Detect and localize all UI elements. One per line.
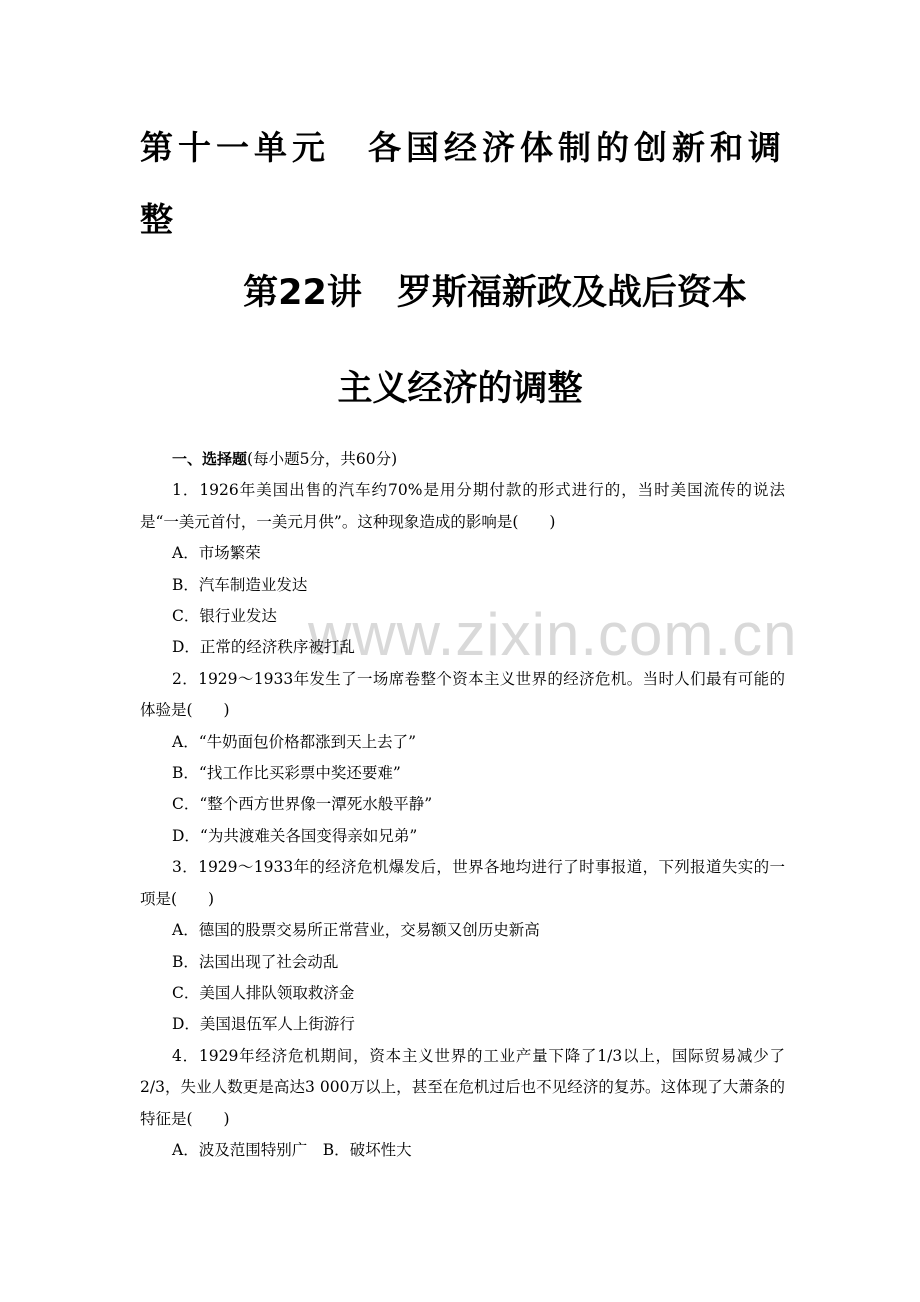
section-note: (每小题5分，共60分) xyxy=(247,450,398,468)
option: C．银行业发达 xyxy=(172,607,277,626)
lesson-title-line1: 第22讲 罗斯福新政及战后资本 xyxy=(243,273,747,313)
option: A．德国的股票交易所正常营业，交易额又创历史新高 xyxy=(172,921,540,940)
option: B．“找工作比买彩票中奖还要难” xyxy=(172,764,401,783)
question-stem: 4．1929年经济危机期间，资本主义世界的工业产量下降了1/3以上，国际贸易减少了2/3，失业人数更是高达3 000万以上，甚至在危机过后也不见经济的复苏。这体现了大萧条的特征是( ) xyxy=(140,1046,785,1128)
option: A．市场繁荣 xyxy=(172,544,261,563)
option: B．汽车制造业发达 xyxy=(172,575,308,594)
option: D．美国退伍军人上街游行 xyxy=(172,1015,355,1034)
lesson-title xyxy=(100,245,820,437)
question-stem: 2．1929～1933年发生了一场席卷整个资本主义世界的经济危机。当时人们最有可能的体验是( ) xyxy=(140,669,785,720)
lesson-title-line2: 主义经济的调整 xyxy=(337,369,583,409)
section-heading xyxy=(140,444,785,475)
question-stem: 3．1929～1933年的经济危机爆发后，世界各地均进行了时事报道，下列报道失实的一项是( ) xyxy=(140,858,785,908)
option: D．正常的经济秩序被打乱 xyxy=(172,638,355,657)
unit-title: 第十一单元 各国经济体制的创新和调整 xyxy=(140,128,786,239)
section-head: 一、选择题 xyxy=(172,450,248,468)
option: B．法国出现了社会动乱 xyxy=(172,952,339,971)
option: C．“整个西方世界像一潭死水般平静” xyxy=(172,795,433,814)
question-stem: 1．1926年美国出售的汽车约70%是用分期付款的形式进行的，当时美国流传的说法是“一美元首付，一美元月供”。这种现象造成的影响是( ) xyxy=(140,481,785,531)
option: A．波及范围特别广 B．破坏性大 xyxy=(172,1140,412,1159)
watermark-text: www.zixin.com.cn xyxy=(308,601,798,668)
option: D．“为共渡难关各国变得亲如兄弟” xyxy=(172,826,418,845)
option: A．“牛奶面包价格都涨到天上去了” xyxy=(172,732,417,751)
question-content xyxy=(140,444,785,1166)
option: C．美国人排队领取救济金 xyxy=(172,983,355,1002)
